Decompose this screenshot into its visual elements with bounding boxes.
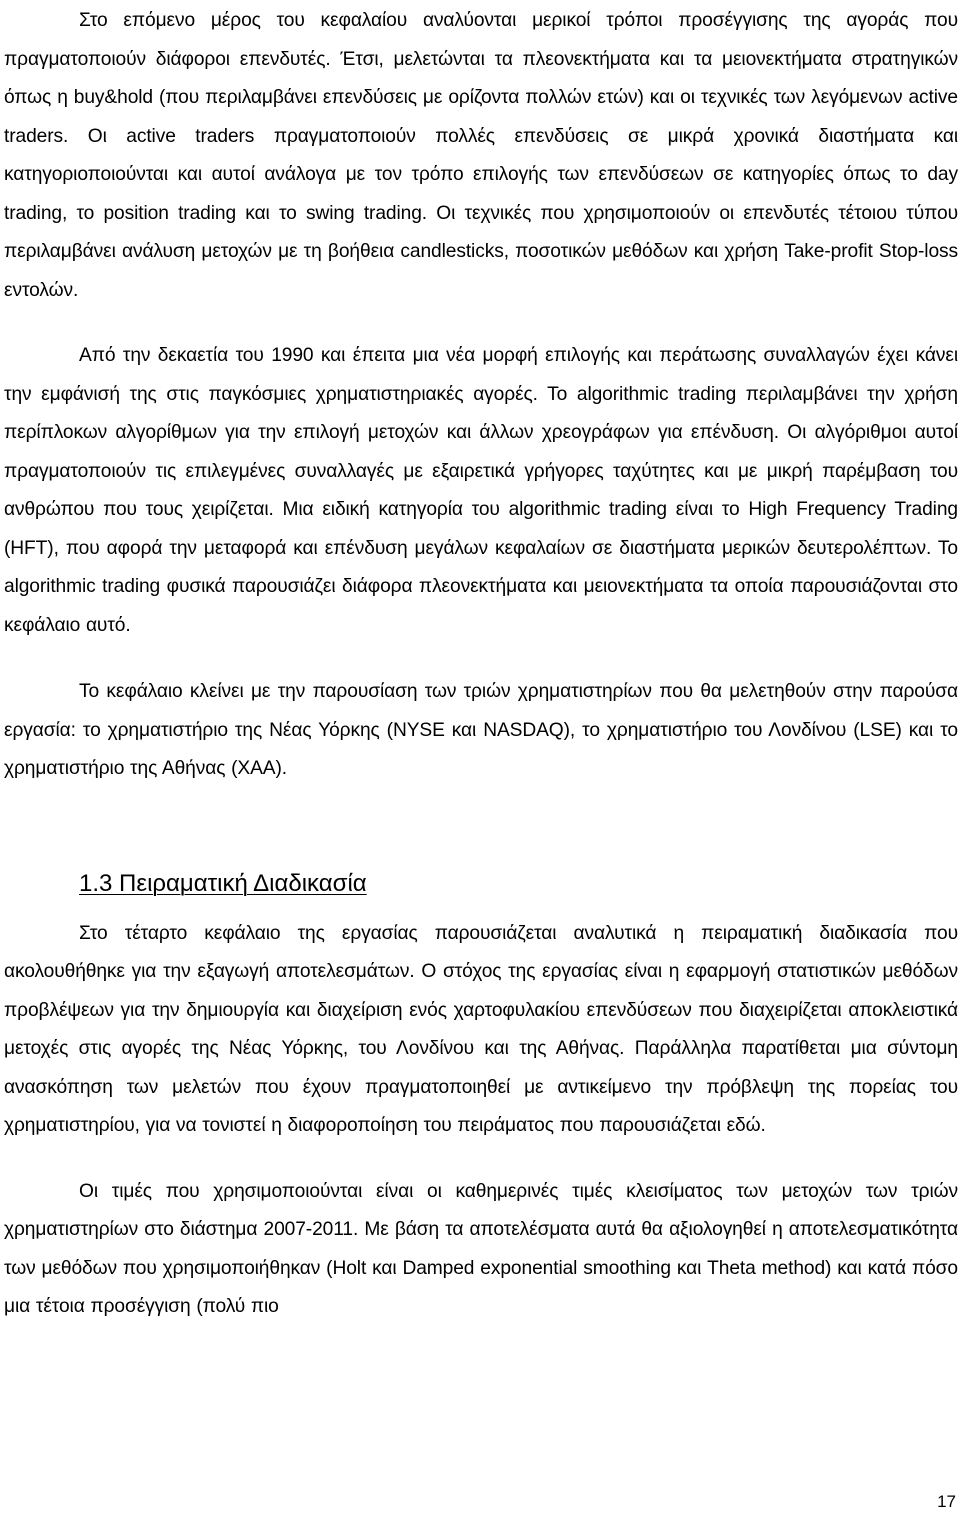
page-number: 17 [937,1492,956,1511]
paragraph-chapter-closing: Το κεφάλαιο κλείνει με την παρουσίαση των τριών χρηματιστηρίων που θα μελετηθούν στην παρούσα εργασία: το χρηματιστήριο της Νέας Υόρκης (NYSE και NASDAQ), το χρηματιστήριο του Λονδίνου (LSE) και το χρηματιστήριο της Αθήνας (ΧΑΑ). [4,681,958,779]
paragraph-spacer [4,645,958,673]
paragraph-closing-prices: Οι τιμές που χρησιμοποιούνται είναι οι καθημερινές τιμές κλεισίματος των μετοχών των τριών χρηματιστηρίων στο διάστημα 2007-2011. Με βάση τα αποτελέσματα αυτά θα αξιολογηθεί η αποτελεσματικότητα των μεθόδων που χρησιμοποιήθηκαν (Holt και Damped exponential smoothing και Theta method) και κατά πόσο μια τέτοια προσέγγιση (πολύ πιο [4,1180,958,1317]
paragraph-spacer [4,310,958,337]
page-content [4,2,958,1327]
section-heading: 1.3 Πειραματική Διαδικασία [79,869,367,897]
paragraph-algorithmic-trading: Από την δεκαετία του 1990 και έπειτα μια νέα μορφή επιλογής και περάτωσης συναλλαγών έχει κάνει την εμφάνισή της στις παγκόσμιες χρηματιστηριακές αγορές. Το algorithmic trading περιλαμβάνει την χρήση περίπλοκων αλγορίθμων για την επιλογή μετοχών και άλλων χρεογράφων για επένδυση. Οι αλγόριθμοι αυτοί πραγματοποιούν τις επιλεγμένες συναλλαγές με εξαιρετικά γρήγορες ταχύτητες και με μικρή παρέμβαση του ανθρώπου που τους χειρίζεται. Μια ειδική κατηγορία του algorithmic trading είναι το High Frequency Trading (HFT), που αφορά την μεταφορά και επένδυση μεγάλων κεφαλαίων σε διαστήματα μερικών δευτερολέπτων. Το algorithmic trading φυσικά παρουσιάζει διάφορα πλεονεκτήματα και μειονεκτήματα τα οποία παρουσιάζονται στο κεφάλαιο αυτό. [4,345,958,636]
paragraph-experimental-procedure: Στο τέταρτο κεφάλαιο της εργασίας παρουσιάζεται αναλυτικά η πειραματική διαδικασία που ακολουθήθηκε για την εξαγωγή αποτελεσμάτων. Ο στόχος της εργασίας είναι η εφαρμογή στατιστικών μεθόδων προβλέψεων για την δημιουργία και διαχείριση ενός χαρτοφυλακίου επενδύσεων που διαχειρίζεται αποκλειστικά μετοχές στις αγορές της Νέας Υόρκης, του Λονδίνου και της Αθήνας. Παράλληλα παρατίθεται μια σύντομη ανασκόπηση των μελετών που έχουν πραγματοποιηθεί με αντικείμενο την πρόβλεψη της πορείας του χρηματιστηρίου, για να τονιστεί η διαφοροποίηση του πειράματος που παρουσιάζεται εδώ. [4,922,958,1136]
heading-spacer [4,901,958,915]
paragraph-spacer [4,1146,958,1173]
paragraph-trading-approaches: Στο επόμενο μέρος του κεφαλαίου αναλύονται μερικοί τρόποι προσέγγισης της αγοράς που πραγματοποιούν διάφοροι επενδυτές. Έτσι, μελετώνται τα πλεονεκτήματα και τα μειονεκτήματα στρατηγικών όπως η buy&hold (που περιλαμβάνει επενδύσεις με ορίζοντα πολλών ετών) και οι τεχνικές των λεγόμενων active traders. Οι active traders πραγματοποιούν πολλές επενδύσεις σε μικρά χρονικά διαστήματα και κατηγοριοποιούνται και αυτοί ανάλογα με τον τρόπο επιλογής των επενδύσεων σε κατηγορίες όπως το day trading, το position trading και το swing trading. Οι τεχνικές που χρησιμοποιούν οι επενδυτές τέτοιου τύπου περιλαμβάνει ανάλυση μετοχών με τη βοήθεια candlesticks, ποσοτικών μεθόδων και χρήση Take-profit Stop-loss εντολών. [4,10,958,301]
section-spacer [4,789,958,867]
